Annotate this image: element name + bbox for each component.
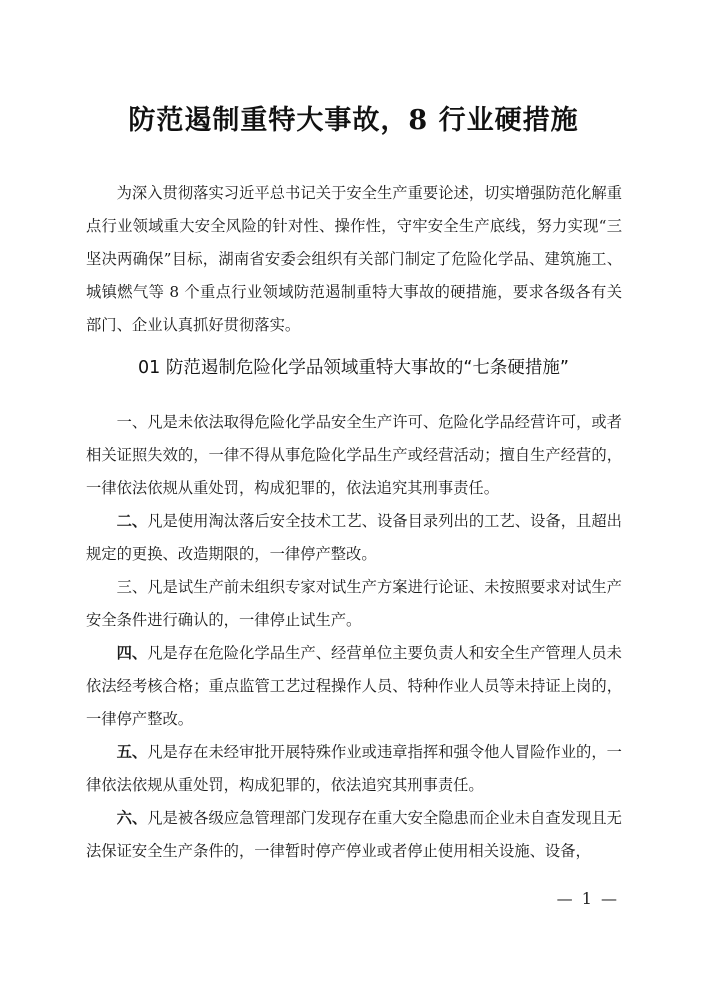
section-heading: 01 防范遏制危险化学品领域重特大事故的“七条硬措施”: [138, 358, 569, 378]
measure-item: [86, 637, 622, 736]
measure-number: 二、: [116, 512, 148, 530]
measure-item: [86, 802, 622, 868]
measure-text: 凡是使用淘汰落后安全技术工艺、设备目录列出的工艺、设备，且超出规定的更换、改造期限的，一律停产整改。: [86, 512, 622, 563]
measure-text: 凡是未依法取得危险化学品安全生产许可、危险化学品经营许可，或者相关证照失效的，一律不得从事危险化学品生产或经营活动；擅自生产经营的，一律依法依规从重处罚，构成犯罪的，依法追究其刑事责任。: [86, 413, 622, 497]
measure-number: 四、: [116, 644, 148, 662]
measure-number: 五、: [116, 743, 148, 761]
measure-text: 凡是试生产前未组织专家对试生产方案进行论证、未按照要求对试生产安全条件进行确认的，一律停止试生产。: [86, 578, 622, 629]
measure-text: 凡是被各级应急管理部门发现存在重大安全隐患而企业未自查发现且无法保证安全生产条件的，一律暂时停产停业或者停止使用相关设施、设备，: [86, 809, 622, 860]
page-number: — 1 —: [556, 889, 619, 908]
measure-number: 三、: [116, 578, 148, 596]
measures-list: [86, 406, 622, 868]
intro-paragraph: 为深入贯彻落实习近平总书记关于安全生产重要论述，切实增强防范化解重点行业领域重大安全风险的针对性、操作性，守牢安全生产底线，努力实现“三坚决两确保”目标，湖南省安委会组织有关部门制定了危险化学品、建筑施工、城镇燃气等 8 个重点行业领域防范遏制重特大事故的硬措施，要求各级各有关部门、企业认真抓好贯彻落实。: [86, 184, 622, 334]
measure-item: [86, 736, 622, 802]
measure-text: 凡是存在未经审批开展特殊作业或违章指挥和强令他人冒险作业的，一律依法依规从重处罚，构成犯罪的，依法追究其刑事责任。: [86, 743, 622, 794]
document-title: 防范遏制重特大事故，8 行业硬措施: [128, 105, 579, 136]
measure-number: 六、: [116, 809, 148, 827]
measure-number: 一、: [116, 413, 148, 431]
measure-item: [86, 571, 622, 637]
measure-text: 凡是存在危险化学品生产、经营单位主要负责人和安全生产管理人员未依法经考核合格；重点监管工艺过程操作人员、特种作业人员等未持证上岗的，一律停产整改。: [86, 644, 622, 728]
measure-item: [86, 505, 622, 571]
measure-item: [86, 406, 622, 505]
